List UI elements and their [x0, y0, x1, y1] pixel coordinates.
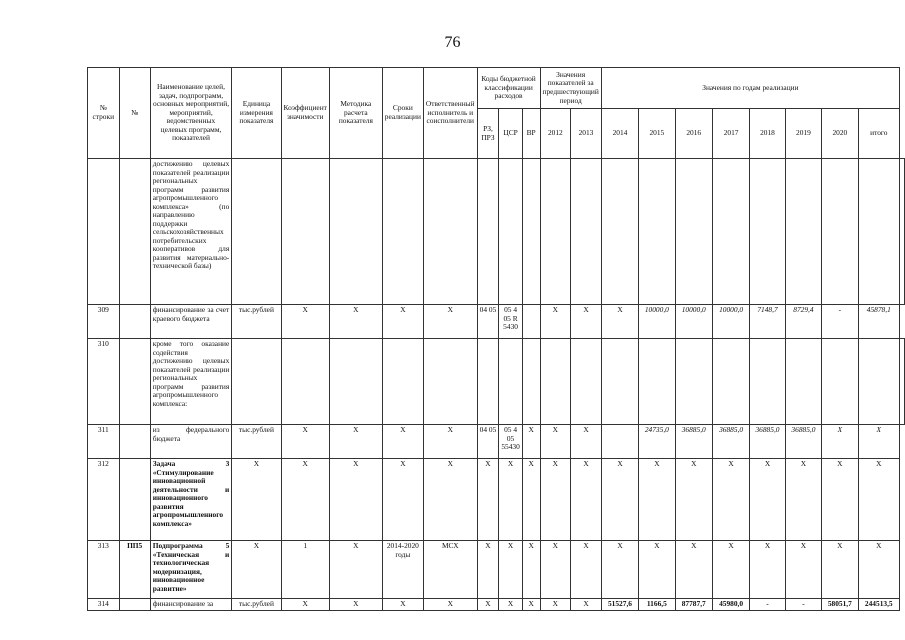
header-years-values: Значения по годам реализации [601, 68, 899, 109]
header-year: 2020 [822, 109, 858, 159]
header-coef: Коэффициент значимости [281, 68, 329, 159]
table-row [88, 541, 905, 599]
table-cell: X [858, 459, 899, 541]
table-cell: X [858, 425, 899, 459]
table-cell: X [477, 459, 499, 541]
table-cell: 04 05 [477, 305, 499, 339]
table-cell: 24735,0 [639, 425, 675, 459]
table-cell: 04 05 [477, 425, 499, 459]
table-cell: X [522, 425, 540, 459]
table-cell: 1 [281, 541, 329, 599]
table-cell: X [540, 541, 571, 599]
table-cell [499, 159, 522, 305]
table-cell: 10000,0 [639, 305, 675, 339]
table-cell: - [750, 599, 785, 611]
table-cell: X [540, 599, 571, 611]
program-table-wrapper [87, 67, 905, 611]
table-cell [119, 459, 150, 541]
table-cell: X [499, 459, 522, 541]
table-cell: тыс.рублей [232, 425, 281, 459]
table-cell: X [822, 459, 858, 541]
table-cell: ПП5 [119, 541, 150, 599]
table-cell: 8729,4 [785, 305, 821, 339]
table-cell: X [477, 599, 499, 611]
table-cell [571, 159, 602, 305]
table-cell: X [601, 459, 638, 541]
table-cell [750, 159, 785, 305]
table-cell [712, 339, 749, 425]
table-cell [675, 159, 712, 305]
table-cell: X [601, 541, 638, 599]
table-row [88, 305, 905, 339]
name-cell: финансирование за [150, 599, 232, 611]
table-cell: 2014-2020 годы [382, 541, 423, 599]
table-cell [900, 159, 905, 305]
table-cell [785, 339, 821, 425]
header-csr: ЦСР [499, 109, 522, 159]
table-cell: X [522, 599, 540, 611]
table-cell: X [675, 459, 712, 541]
table-cell [822, 339, 858, 425]
table-cell: X [785, 459, 821, 541]
table-cell [639, 339, 675, 425]
table-cell: X [232, 541, 281, 599]
row-number-cell: 311 [88, 425, 120, 459]
table-cell [675, 339, 712, 425]
table-cell: 36885,0 [712, 425, 749, 459]
header-budget-codes: Коды бюджетной классификации расходов [477, 68, 540, 109]
table-cell: X [858, 541, 899, 599]
table-cell: X [712, 541, 749, 599]
header-name: Наименование целей, задач, подпрограмм, основных мероприятий, мероприятий, ведомственных целевых программ, показателей [150, 68, 232, 159]
table-cell: X [540, 425, 571, 459]
table-cell [540, 339, 571, 425]
table-cell: X [639, 459, 675, 541]
table-cell: X [822, 541, 858, 599]
table-cell: X [423, 305, 477, 339]
table-cell [232, 159, 281, 305]
table-cell: X [750, 459, 785, 541]
header-year: 2018 [750, 109, 785, 159]
table-cell [601, 425, 638, 459]
table-row [88, 339, 905, 425]
table-cell [750, 339, 785, 425]
table-cell: 87787,7 [675, 599, 712, 611]
table-cell: X [540, 305, 571, 339]
table-cell [477, 159, 499, 305]
table-cell: X [571, 459, 602, 541]
table-cell: 36885,0 [750, 425, 785, 459]
table-cell: X [540, 459, 571, 541]
page-number: 76 [444, 34, 461, 51]
table-cell: X [423, 425, 477, 459]
table-cell: X [601, 305, 638, 339]
table-cell: X [499, 541, 522, 599]
name-cell: из федерального бюджета [150, 425, 232, 459]
table-cell: X [232, 459, 281, 541]
table-cell: 36885,0 [785, 425, 821, 459]
table-cell: X [382, 599, 423, 611]
table-cell: X [382, 425, 423, 459]
header-year: 2016 [675, 109, 712, 159]
table-cell [232, 339, 281, 425]
table-cell: X [281, 599, 329, 611]
table-cell: тыс.рублей [232, 305, 281, 339]
table-cell: 1166,5 [639, 599, 675, 611]
header-prev-values: Значения показателей за предшествующий период [540, 68, 601, 109]
table-cell [382, 159, 423, 305]
row-number-cell: 312 [88, 459, 120, 541]
name-cell: Задача 3 «Стимулирование инновационной деятельности и инновационного развития агропромышленного комплекса» [150, 459, 232, 541]
table-cell [540, 159, 571, 305]
table-cell [858, 339, 899, 425]
table-cell [329, 159, 382, 305]
table-cell [822, 159, 858, 305]
table-cell [785, 159, 821, 305]
table-cell [601, 339, 638, 425]
table-cell: X [281, 459, 329, 541]
header-total: итого [858, 109, 899, 159]
table-cell [522, 339, 540, 425]
table-cell [601, 159, 638, 305]
table-cell: X [571, 425, 602, 459]
row-number-cell: 309 [88, 305, 120, 339]
table-cell: X [423, 599, 477, 611]
header-unit: Единица измерения показателя [232, 68, 281, 159]
header-method: Методика расчета показателя [329, 68, 382, 159]
name-cell: Подпрограмма 5 «Техническая и технологическая модернизация, инновационное развитие» [150, 541, 232, 599]
header-rz: РЗ, ПРЗ [477, 109, 499, 159]
table-cell: X [639, 541, 675, 599]
table-cell [522, 305, 540, 339]
table-row [88, 599, 905, 611]
table-cell: X [571, 541, 602, 599]
table-cell: X [329, 425, 382, 459]
table-cell: X [571, 599, 602, 611]
table-row [88, 425, 905, 459]
table-cell: тыс.рублей [232, 599, 281, 611]
table-cell [281, 159, 329, 305]
table-cell [900, 339, 905, 425]
table-cell: 05 4 05 55430 [499, 425, 522, 459]
name-cell: кроме того оказание содействия достижению целевых показателей реализации региональных программ развития агропромышленного комплекса: [150, 339, 232, 425]
table-cell: X [382, 305, 423, 339]
table-cell: X [675, 541, 712, 599]
name-cell: финансирование за счет краевого бюджета [150, 305, 232, 339]
header-num: № [119, 68, 150, 159]
table-cell [119, 425, 150, 459]
table-cell: 10000,0 [712, 305, 749, 339]
table-cell [522, 159, 540, 305]
table-cell [382, 339, 423, 425]
header-year: 2015 [639, 109, 675, 159]
table-cell: X [571, 305, 602, 339]
table-cell: X [522, 541, 540, 599]
header-year: 2014 [601, 109, 638, 159]
table-cell: X [477, 541, 499, 599]
table-cell: 45980,0 [712, 599, 749, 611]
table-cell [119, 159, 150, 305]
program-table [87, 67, 905, 611]
table-cell [423, 339, 477, 425]
table-row [88, 159, 905, 305]
table-cell [119, 599, 150, 611]
table-cell: 10000,0 [675, 305, 712, 339]
header-year: 2013 [571, 109, 602, 159]
table-cell: X [750, 541, 785, 599]
table-cell: X [712, 459, 749, 541]
table-cell: X [822, 425, 858, 459]
row-number-cell [88, 159, 120, 305]
table-body [88, 159, 905, 611]
table-cell: - [785, 599, 821, 611]
header-year: 2017 [712, 109, 749, 159]
table-cell [571, 339, 602, 425]
header-responsible: Ответственный исполнитель и соисполнители [423, 68, 477, 159]
row-number-cell: 313 [88, 541, 120, 599]
table-cell [499, 339, 522, 425]
table-cell: X [785, 541, 821, 599]
table-cell: 7148,7 [750, 305, 785, 339]
table-cell: - [822, 305, 858, 339]
row-number-cell: 310 [88, 339, 120, 425]
table-cell: 05 4 05 R 5430 [499, 305, 522, 339]
table-cell: X [329, 459, 382, 541]
table-cell: МСХ [423, 541, 477, 599]
table-cell: X [423, 459, 477, 541]
header-year: 2019 [785, 109, 821, 159]
name-cell: достижению целевых показателей реализации региональных программ развития агропромышленного комплекса» (по направлению поддержки сельскохозяйственных потребительских кооперативов для развития материально-технической базы) [150, 159, 232, 305]
header-vr: ВР [522, 109, 540, 159]
header-year: 2012 [540, 109, 571, 159]
table-cell: 58051,7 [822, 599, 858, 611]
table-cell [423, 159, 477, 305]
table-cell: 51527,6 [601, 599, 638, 611]
header-row-no: № строки [88, 68, 120, 159]
table-cell: X [522, 459, 540, 541]
table-cell: X [281, 425, 329, 459]
table-cell: 244513,5 [858, 599, 899, 611]
table-cell: X [329, 599, 382, 611]
table-cell [281, 339, 329, 425]
row-number-cell: 314 [88, 599, 120, 611]
header-terms: Сроки реализации [382, 68, 423, 159]
table-cell [477, 339, 499, 425]
table-cell [712, 159, 749, 305]
table-cell: 36885,0 [675, 425, 712, 459]
table-cell: X [499, 599, 522, 611]
table-cell [329, 339, 382, 425]
table-cell: X [281, 305, 329, 339]
table-cell [119, 339, 150, 425]
table-cell [639, 159, 675, 305]
table-cell: X [329, 305, 382, 339]
table-cell: X [382, 459, 423, 541]
table-cell: 45878,1 [858, 305, 899, 339]
table-cell: X [329, 541, 382, 599]
table-row [88, 459, 905, 541]
table-cell [119, 305, 150, 339]
table-cell [858, 159, 899, 305]
